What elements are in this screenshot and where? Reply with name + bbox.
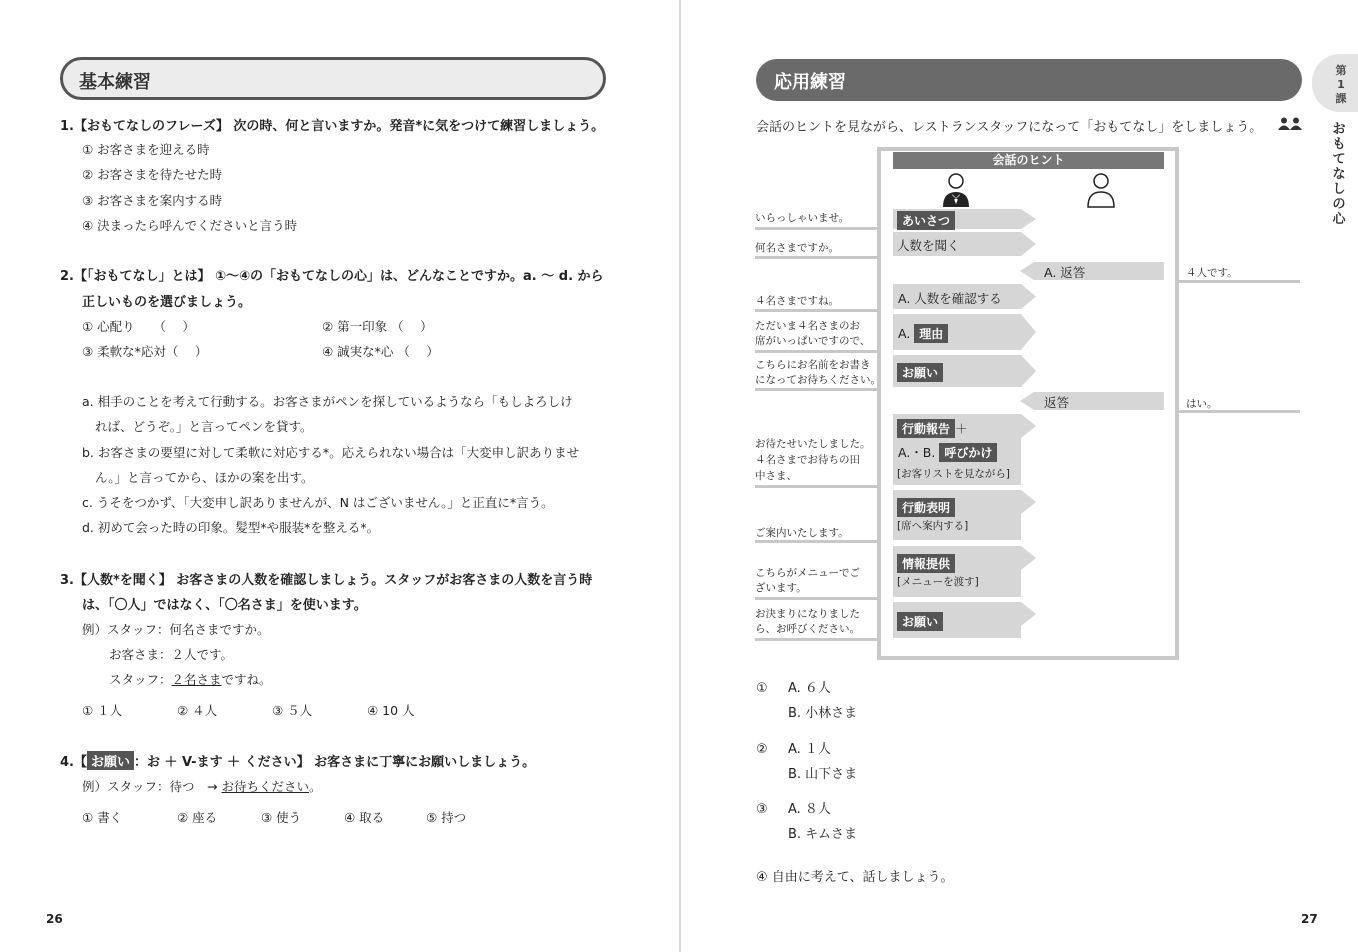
q2-option: ん。」と言ってから、ほかの案を出す。 — [95, 470, 314, 485]
q3-item: ③ ５人 — [272, 703, 313, 718]
section-header-basic — [60, 57, 606, 100]
dialogue-line — [755, 388, 877, 391]
q4-example: 例）スタッフ：待つ → お待ちください。 — [82, 779, 322, 794]
q2-option: b. お客さまの要望に対して柔軟に対応する*。応えられない場合は「大変申し訳ありませ — [82, 445, 580, 460]
q2-choice: ① 心配り （ ） — [82, 319, 195, 334]
q1-item: ① お客さまを迎える時 — [82, 142, 210, 157]
free-talk: ④ 自由に考えて、話しましょう。 — [756, 870, 954, 885]
cue-aisatsu: あいさつ — [897, 210, 955, 230]
q2-choice: ② 第一印象 （ ） — [322, 319, 433, 334]
dialogue-line — [755, 350, 877, 353]
answer-a: A. ８人 — [788, 802, 831, 817]
staff-line: ご案内いたします。 — [755, 527, 849, 539]
q2-option: c. うそをつかず、「大変申し訳ありませんが、N はございません。」と正直に*言う。 — [82, 495, 554, 510]
q2-choice: ④ 誠実な*心 （ ） — [322, 344, 439, 359]
staff-line: 何名さまですか。 — [755, 242, 839, 254]
page-divider — [679, 0, 681, 952]
staff-line: になってお待ちください。 — [755, 374, 881, 386]
answer-num: ② — [756, 742, 768, 757]
q4-item: ⑤ 持つ — [426, 810, 467, 825]
q3-example: スタッフ：２名さまですね。 — [109, 672, 272, 687]
guest-line: ４人です。 — [1186, 267, 1238, 279]
q3-example: 例）スタッフ：何名さまですか。 — [82, 622, 270, 637]
intro-text: 会話のヒントを見ながら、レストランスタッフになって「おもてなし」をしましょう。 — [756, 120, 1263, 135]
dialogue-line — [755, 597, 877, 600]
cue-reason: A. 理由 — [898, 324, 948, 343]
cue-answer: 返答 — [1044, 395, 1070, 410]
dialogue-line — [755, 485, 877, 488]
q4-item: ② 座る — [177, 810, 218, 825]
cue-call-note: [お客リストを見ながら] — [897, 468, 1010, 480]
q4-item: ③ 使う — [261, 810, 302, 825]
section-title: 基本練習 — [79, 72, 151, 93]
staff-line: こちらにお名前をお書き — [755, 359, 871, 371]
cue-onegai: お願い — [897, 362, 943, 382]
q2-text: 正しいものを選びましょう。 — [82, 295, 252, 310]
q3-item: ① １人 — [82, 703, 123, 718]
q2-choice: ③ 柔軟な*応対（ ） — [82, 344, 208, 359]
staff-line: 席がいっぱいですので、 — [755, 335, 871, 347]
q2-text: 2.【「おもてなし」とは】 ①〜④の「おもてなしの心」は、どんなことですか。a. 〜 d. から — [60, 269, 604, 284]
q3-item: ④ 10 人 — [367, 703, 415, 718]
answer-num: ③ — [756, 802, 768, 817]
cue-ninzu: 人数を聞く — [897, 238, 960, 253]
cue-arrow-left — [1020, 392, 1164, 410]
page-number: 27 — [1301, 912, 1318, 926]
staff-line: ら、お呼びください。 — [755, 623, 860, 635]
staff-line: ざいます。 — [755, 582, 807, 594]
dialogue-line — [1179, 280, 1300, 283]
answer-a: A. ６人 — [788, 681, 831, 696]
q4-item: ④ 取る — [344, 810, 385, 825]
section-title: 応用練習 — [774, 72, 846, 93]
staff-line: こちらがメニューでご — [755, 567, 860, 579]
q3-item: ② ４人 — [177, 703, 218, 718]
q3-example: お客さま：２人です。 — [109, 647, 234, 662]
q1-item: ③ お客さまを案内する時 — [82, 193, 223, 208]
cue-answer: A. 返答 — [1044, 265, 1086, 280]
staff-line: お決まりになりました — [755, 608, 860, 620]
dialogue-line — [755, 309, 877, 312]
lesson-title-vertical: おもてなしの心 — [1332, 122, 1346, 227]
lesson-tab: 第1課 — [1312, 54, 1358, 112]
answer-num: ① — [756, 681, 768, 696]
cue-action: 行動表明 — [897, 497, 955, 517]
hint-title: 会話のヒント — [893, 152, 1164, 169]
q3-text: は、「〇人」ではなく、「〇名さま」を使います。 — [82, 598, 367, 613]
staff-line: ただいま４名さまのお — [755, 320, 860, 332]
q1-item: ② お客さまを待たせた時 — [82, 167, 223, 182]
cue-report: 行動報告 ＋ — [897, 419, 968, 438]
staff-line: ４名さまですね。 — [755, 295, 839, 307]
cue-onegai: お願い — [897, 611, 943, 631]
answer-a: A. １人 — [788, 742, 831, 757]
pair-people-icon — [1278, 117, 1302, 131]
cue-info: 情報提供 — [897, 553, 955, 573]
staff-line: ４名さまでお待ちの田 — [755, 454, 860, 466]
dialogue-line — [755, 256, 877, 259]
guest-line: はい。 — [1186, 398, 1218, 410]
page-number: 26 — [46, 912, 63, 926]
q2-option: a. 相手のことを考えて行動する。お客さまがペンを探しているようなら「もしよろしけ — [82, 394, 573, 409]
dialogue-line — [755, 638, 877, 641]
cue-info-note: [メニューを渡す] — [897, 576, 979, 588]
cue-call: A.・B. 呼びかけ — [898, 443, 997, 462]
q4-text: 4.【 お願い ：お ＋ V-ます ＋ ください】 お客さまに丁寧にお願いしましょう。 — [60, 751, 535, 770]
q3-text: 3.【人数*を聞く】 お客さまの人数を確認しましょう。スタッフがお客さまの人数を言う時 — [60, 573, 593, 588]
answer-b: B. 小林さま — [788, 706, 858, 721]
q1-text: 1.【おもてなしのフレーズ】 次の時、何と言いますか。発音*に気をつけて練習しましょう。 — [60, 119, 605, 134]
staff-icon — [941, 172, 971, 208]
staff-line: 中さま、 — [755, 470, 797, 482]
cue-action-note: [席へ案内する] — [897, 520, 969, 532]
section-header-applied — [756, 59, 1302, 101]
q4-item: ① 書く — [82, 810, 123, 825]
dialogue-line — [755, 227, 877, 230]
staff-line: いらっしゃいませ。 — [755, 212, 850, 224]
q2-option: d. 初めて会った時の印象。髪型*や服装*を整える*。 — [82, 520, 380, 535]
answer-b: B. 山下さま — [788, 767, 858, 782]
q1-item: ④ 決まったら呼んでくださいと言う時 — [82, 218, 298, 233]
onegai-tag: お願い — [87, 751, 134, 770]
staff-line: お待たせいたしました。 — [755, 438, 871, 450]
guest-icon — [1086, 172, 1116, 208]
answer-b: B. キムさま — [788, 827, 858, 842]
q2-option: れば、どうぞ。」と言ってペンを貸す。 — [95, 419, 313, 434]
cue-confirm: A. 人数を確認する — [898, 291, 1002, 306]
cue-arrow-left — [1020, 262, 1164, 280]
